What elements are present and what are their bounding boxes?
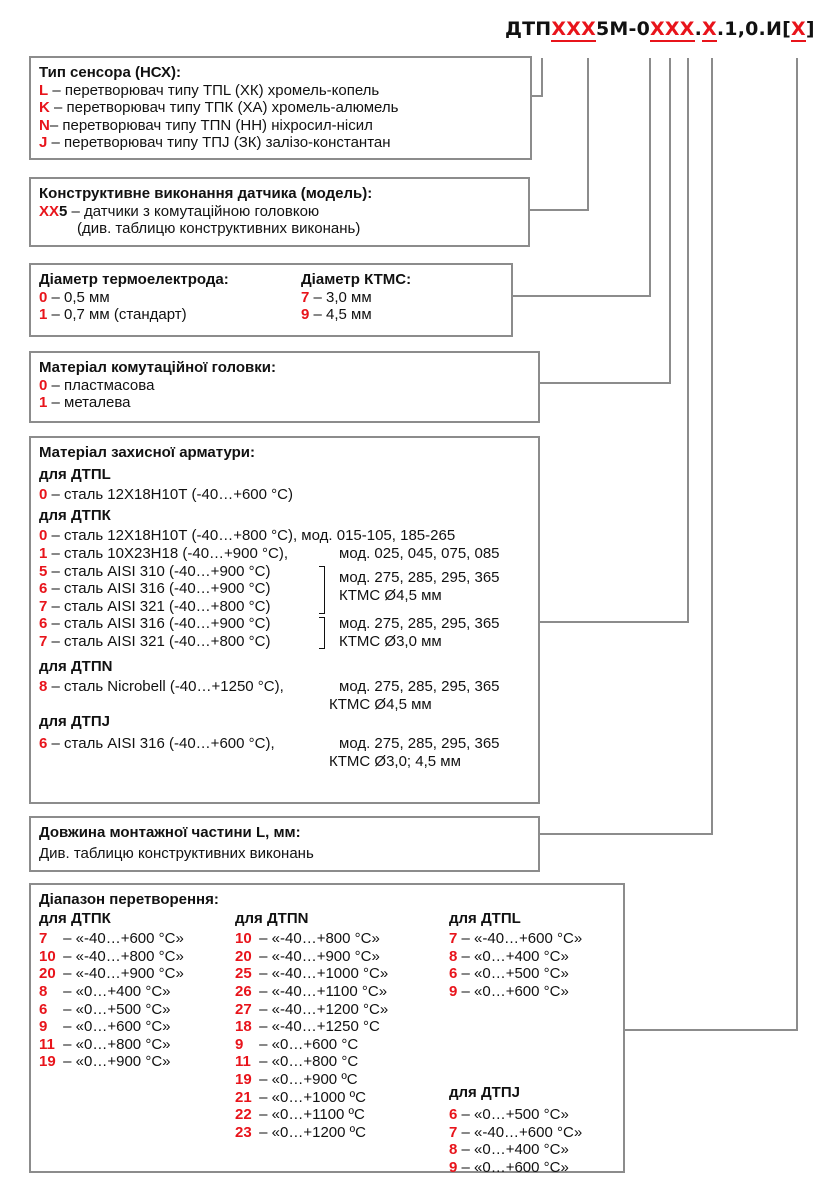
list-item: L – перетворювач типу ТПL (ХК) хромель-копель [39, 81, 380, 99]
armature-material-box [29, 436, 540, 804]
list-item: 21 – «0…+1000 ºС [235, 1088, 366, 1106]
list-item: 0 – пластмасова [39, 376, 155, 394]
group-ktms-30: 6 – сталь AISI 316 (-40…+900 °С) 7 – сталь AISI 321 (-40…+800 °С) мод. 275, 285, 295, 365 КТМС Ø3,0 мм [39, 615, 500, 650]
range-box [29, 883, 625, 1176]
bracket [319, 566, 325, 614]
list-item: 18 – «-40…+1250 °С [235, 1018, 380, 1036]
dtpj-heading: для ДТПJ [39, 713, 110, 731]
list-item: 7 – «-40…+600 °С» [449, 930, 583, 948]
code-suffix: .1,0.И[ [716, 18, 791, 40]
group-ktms-45: 5 – сталь AISI 310 (-40…+900 °С) 6 – сталь AISI 316 (-40…+900 °С) 7 – сталь AISI 321 (-40…+800 °С) мод. 275, 285, 295, 365 КТМС Ø4,5 мм [39, 562, 500, 615]
ktms-diameter-title: Діаметр КТМС: [301, 271, 412, 288]
range-col-dtpj: для ДТПJ 6 – «0…+500 °С» 7 – «-40…+600 °С» 8 – «0…+400 °С» 9 – «0…+600 °С» [449, 1083, 583, 1176]
code-length: X [702, 18, 717, 40]
note: КТМС Ø4,5 мм [339, 586, 442, 604]
list-item: 7 – «-40…+600 °С» [449, 1123, 583, 1141]
list-item: 9 – «0…+600 °С» [39, 1018, 171, 1036]
diameter-box [29, 263, 513, 337]
dtpn-heading: для ДТПN [39, 657, 113, 675]
list-item: 23 – «0…+1200 ºС [235, 1123, 366, 1141]
note: мод. 025, 045, 075, 085 [339, 544, 500, 562]
list-item: 10 – «-40…+800 °С» [235, 930, 380, 948]
list-item: 0 – сталь 12Х18Н10Т (-40…+600 °С) [39, 486, 293, 504]
armature-title: Матеріал захисної арматури: [39, 444, 255, 461]
list-item: 22 – «0…+1100 ºС [235, 1106, 365, 1124]
note: мод. 275, 285, 295, 365 [339, 734, 500, 752]
list-item: 19 – «0…+900 ºС [235, 1070, 358, 1088]
list-item: 6 – «0…+500 °С» [39, 1000, 171, 1018]
dtpn-group: 8 – сталь Nicrobell (-40…+1250 °С), мод. 275, 285, 295, 365 КТМС Ø4,5 мм [39, 678, 500, 713]
code-mid: 5М-0 [595, 18, 651, 40]
range-col-dtpn: для ДТПN 10 – «-40…+800 °С» 20 – «-40…+900 °С» 25 – «-40…+1000 °С» 26 – «-40…+1100 °С» 27 – «-40…+1200 °С» 18 – «-40…+1250 °С 9 – «0…+600 °С 11 – «0…+800 °С 19 – «0…+900 ºС 21 – «0…+1000 ºС 22 – «0…+1100 ºС 23 – «0…+1200 ºС [235, 909, 389, 1141]
code-range: X [790, 18, 806, 40]
model-note: (див. таблицю конструктивних виконань) [77, 220, 361, 238]
code-armature: X [679, 18, 695, 40]
note: КТМС Ø3,0; 4,5 мм [329, 752, 461, 770]
list-item: 9 – «0…+600 °С» [449, 1158, 569, 1176]
code-bracket: ] [805, 18, 815, 40]
range-col-dtpl: для ДТПL 7 – «-40…+600 °С» 8 – «0…+400 °С» 6 – «0…+500 °С» 9 – «0…+600 °С» [449, 909, 583, 1000]
dtpj-group: 6 – сталь AISI 316 (-40…+600 °С), мод. 275, 285, 295, 365 КТМС Ø3,0; 4,5 мм [39, 734, 500, 770]
note: КТМС Ø4,5 мм [329, 695, 432, 713]
list-item: 26 – «-40…+1100 °С» [235, 982, 388, 1000]
list-item: 1 – металева [39, 394, 131, 412]
list-item: 9 – «0…+600 °С [235, 1035, 359, 1053]
list-item: 8 – «0…+400 °С» [39, 982, 171, 1000]
range-title: Діапазон перетворення: [39, 891, 219, 908]
list-item: 8 – «0…+400 °С» [449, 1141, 569, 1159]
list-item: 6 – «0…+500 °С» [449, 965, 569, 983]
range-col-dtpk: для ДТПК 7 – «-40…+600 °С» 10 – «-40…+800 °С» 20 – «-40…+900 °С» 8 – «0…+400 °С» 6 – «0…+500 °С» 9 – «0…+600 °С» 11 – «0…+800 °С» 19 – «0…+900 °С» [39, 909, 184, 1071]
head-material-title: Матеріал комутаційної головки: [39, 359, 276, 376]
dtpl-heading: для ДТПL [39, 465, 111, 483]
dtpk-heading: для ДТПК [39, 506, 111, 524]
model-line: XX5 – датчики з комутаційною головкою [39, 202, 320, 220]
list-item: 11 – «0…+800 °С [235, 1053, 359, 1071]
code-dot: . [694, 18, 703, 40]
list-item: 8 – «0…+400 °С» [449, 947, 569, 965]
list-item: 9 – «0…+600 °С» [449, 982, 569, 1000]
length-box [29, 816, 540, 872]
list-item: N– перетворювач типу ТПN (НН) ніхросил-нісил [39, 116, 373, 134]
list-item: 25 – «-40…+1000 °С» [235, 965, 389, 983]
sensor-type-title: Тип сенсора (НСХ): [39, 64, 182, 81]
electrode-diameter-title: Діаметр термоелектрода: [39, 271, 229, 288]
list-item: 27 – «-40…+1200 °С» [235, 1000, 389, 1018]
note: мод. 275, 285, 295, 365 [339, 615, 500, 633]
code-diameter: X [650, 18, 665, 40]
code-head: X [664, 18, 680, 40]
bracket [319, 617, 325, 649]
code-model-1: X [566, 18, 582, 40]
list-item: 19 – «0…+900 °С» [39, 1053, 171, 1071]
list-item: 20 – «-40…+900 °С» [39, 965, 184, 983]
code-model-2: X [581, 18, 596, 40]
list-item: J – перетворювач типу ТПJ (ЗК) залізо-константан [39, 134, 391, 152]
model-title: Конструктивне виконання датчика (модель): [39, 185, 373, 202]
list-item: 11 – «0…+800 °С» [39, 1035, 171, 1053]
code-sensor: X [551, 18, 567, 40]
model-box [29, 177, 530, 247]
list-item: 1 – сталь 10Х23Н18 (-40…+900 °С), мод. 025, 045, 075, 085 [39, 544, 500, 562]
length-title: Довжина монтажної частини L, мм: [39, 824, 301, 841]
note: мод. 275, 285, 295, 365 [339, 568, 500, 586]
list-item: 7 – «-40…+600 °С» [39, 930, 184, 948]
list-item: 10 – «-40…+800 °С» [39, 947, 184, 965]
head-material-box [29, 351, 540, 423]
sensor-type-box [29, 56, 532, 160]
list-item: 0 – 0,5 мм 7 – 3,0 мм [39, 288, 372, 306]
list-item: K – перетворювач типу ТПК (ХА) хромель-алюмель [39, 99, 399, 117]
list-item: 20 – «-40…+900 °С» [235, 947, 380, 965]
list-item: 1 – 0,7 мм (стандарт) 9 – 4,5 мм [39, 306, 372, 324]
code-prefix: ДТП [505, 18, 552, 40]
list-item: 0 – сталь 12Х18Н10Т (-40…+800 °С), мод. 015-105, 185-265 [39, 527, 456, 545]
length-text: Див. таблицю конструктивних виконань [39, 844, 314, 862]
note: КТМС Ø3,0 мм [339, 632, 442, 650]
note: мод. 275, 285, 295, 365 [339, 678, 500, 696]
list-item: 6 – «0…+500 °С» [449, 1106, 569, 1124]
